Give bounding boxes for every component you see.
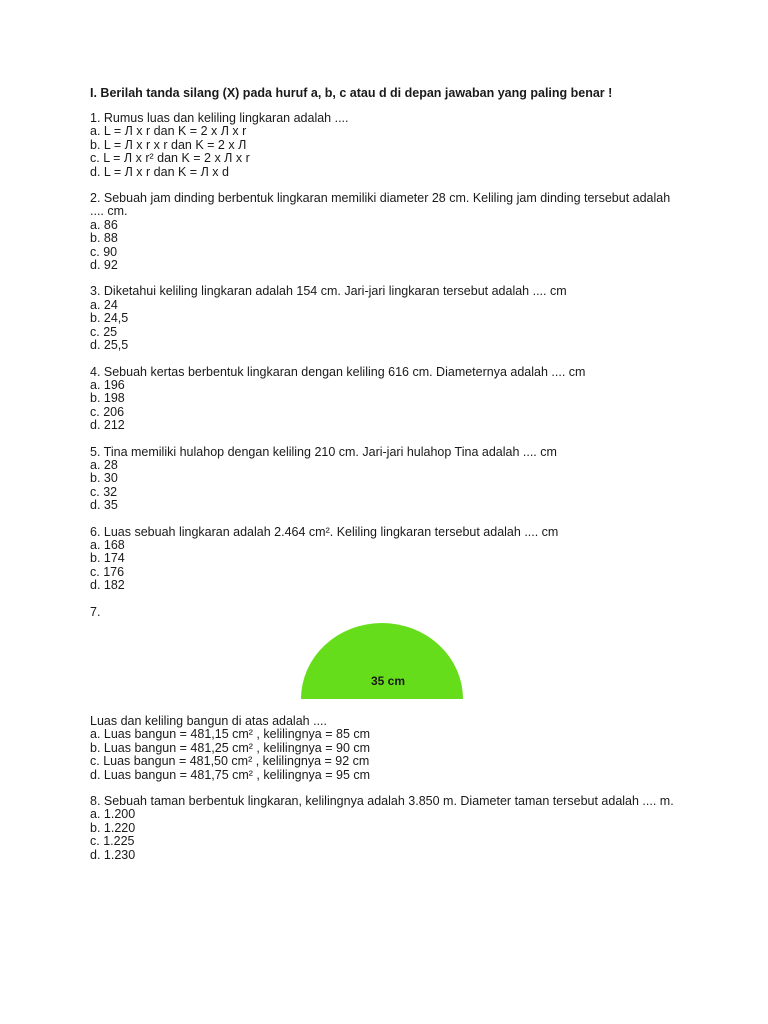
question-5 <box>90 446 690 513</box>
option-c: c. 32 <box>90 484 118 499</box>
diameter-label: 35 cm <box>370 674 406 688</box>
question-stem: 6. Luas sebuah lingkaran adalah 2.464 cm². Keliling lingkaran tersebut adalah .... cm <box>90 524 559 539</box>
question-number: 7. <box>90 604 101 619</box>
question-3 <box>90 285 690 352</box>
question-2 <box>90 192 690 272</box>
option-a: a. L = Л x r dan K = 2 x Л x r <box>90 124 247 139</box>
question-stem: Luas dan keliling bangun di atas adalah .... <box>90 714 327 728</box>
question-stem: 2. Sebuah jam dinding berbentuk lingkaran memiliki diameter 28 cm. Keliling jam dinding tersebut adalah .... cm. <box>90 191 674 219</box>
option-b: b. 1.220 <box>90 820 136 835</box>
option-c: c. L = Л x r² dan K = 2 x Л x r <box>90 151 250 166</box>
option-b: b. 24,5 <box>90 311 129 326</box>
option-a: a. 86 <box>90 217 118 232</box>
option-a: a. 1.200 <box>90 807 136 822</box>
option-c: c. 176 <box>90 564 125 579</box>
option-a: a. 28 <box>90 457 118 472</box>
option-b: b. Luas bangun = 481,25 cm² , kelilingnya = 90 cm <box>90 740 371 755</box>
option-c: c. 90 <box>90 244 118 259</box>
option-a: a. Luas bangun = 481,15 cm² , kelilingnya = 85 cm <box>90 727 371 742</box>
option-b: b. L = Л x r x r dan K = 2 x Л <box>90 137 247 152</box>
option-b: b. 198 <box>90 391 125 406</box>
semicircle-figure <box>90 623 690 713</box>
option-d: d. 212 <box>90 418 125 433</box>
question-stem: 5. Tina memiliki hulahop dengan keliling 210 cm. Jari-jari hulahop Tina adalah .... cm <box>90 444 557 459</box>
instruction-heading: I. Berilah tanda silang (X) pada huruf a, b, c atau d di depan jawaban yang paling benar ! <box>90 86 613 100</box>
option-a: a. 196 <box>90 377 125 392</box>
question-stem: 8. Sebuah taman berbentuk lingkaran, kelilingnya adalah 3.850 m. Diameter taman tersebut adalah .... m. <box>90 794 674 809</box>
question-stem: 3. Diketahui keliling lingkaran adalah 154 cm. Jari-jari lingkaran tersebut adalah .... cm <box>90 284 567 299</box>
worksheet <box>90 86 690 875</box>
question-6 <box>90 526 690 593</box>
option-d: d. 92 <box>90 258 118 273</box>
option-a: a. 24 <box>90 297 118 312</box>
question-8 <box>90 795 690 862</box>
option-d: d. 1.230 <box>90 847 136 862</box>
option-c: c. 1.225 <box>90 834 135 849</box>
question-4 <box>90 366 690 433</box>
option-c: c. 206 <box>90 404 125 419</box>
option-d: d. 182 <box>90 578 125 593</box>
option-d: d. 25,5 <box>90 338 129 353</box>
question-stem: 1. Rumus luas dan keliling lingkaran adalah .... <box>90 111 349 125</box>
option-b: b. 174 <box>90 551 125 566</box>
option-a: a. 168 <box>90 537 125 552</box>
option-d: d. Luas bangun = 481,75 cm² , kelilingnya = 95 cm <box>90 767 371 782</box>
question-1 <box>90 112 690 179</box>
option-b: b. 30 <box>90 471 118 486</box>
option-d: d. L = Л x r dan K = Л x d <box>90 164 229 179</box>
semicircle-svg <box>300 623 464 699</box>
option-b: b. 88 <box>90 231 118 246</box>
question-stem: 4. Sebuah kertas berbentuk lingkaran dengan keliling 616 cm. Diameternya adalah .... cm <box>90 364 586 379</box>
question-7 <box>90 606 690 782</box>
option-c: c. Luas bangun = 481,50 cm² , kelilingnya = 92 cm <box>90 754 370 769</box>
option-d: d. 35 <box>90 498 118 513</box>
option-c: c. 25 <box>90 324 118 339</box>
